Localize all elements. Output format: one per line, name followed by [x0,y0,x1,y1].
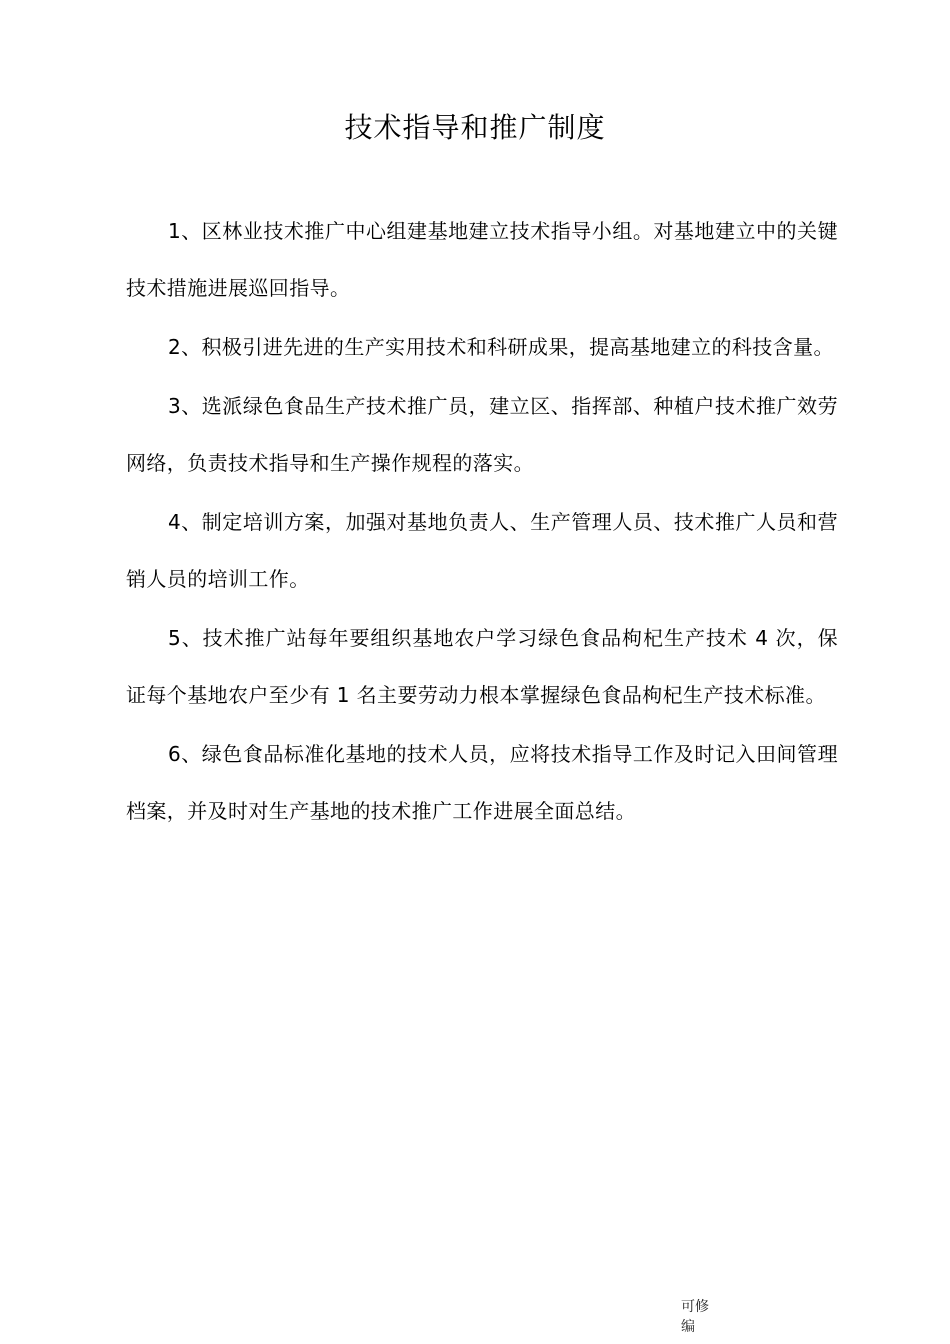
paragraph-5: 5、技术推广站每年要组织基地农户学习绿色食品枸杞生产技术 4 次，保证每个基地农户至少有 1 名主要劳动力根本掌握绿色食品枸杞生产技术标准。 [126,626,838,707]
paragraph-4: 4、制定培训方案，加强对基地负责人、生产管理人员、技术推广人员和营销人员的培训工作。 [126,510,838,591]
document-body [126,203,838,842]
paragraph-1: 1、区林业技术推广中心组建基地建立技术指导小组。对基地建立中的关键技术措施进展巡回指导。 [126,219,838,300]
document-title: 技术指导和推广制度 [344,111,606,144]
paragraph-3: 3、选派绿色食品生产技术推广员，建立区、指挥部、种植户技术推广效劳网络，负责技术指导和生产操作规程的落实。 [126,394,838,475]
paragraph-6: 6、绿色食品标准化基地的技术人员，应将技术指导工作及时记入田间管理档案，并及时对生产基地的技术推广工作进展全面总结。 [126,742,838,823]
footer-note: 可修编 [681,1299,709,1335]
paragraph-2: 2、积极引进先进的生产实用技术和科研成果，提高基地建立的科技含量。 [168,335,834,359]
